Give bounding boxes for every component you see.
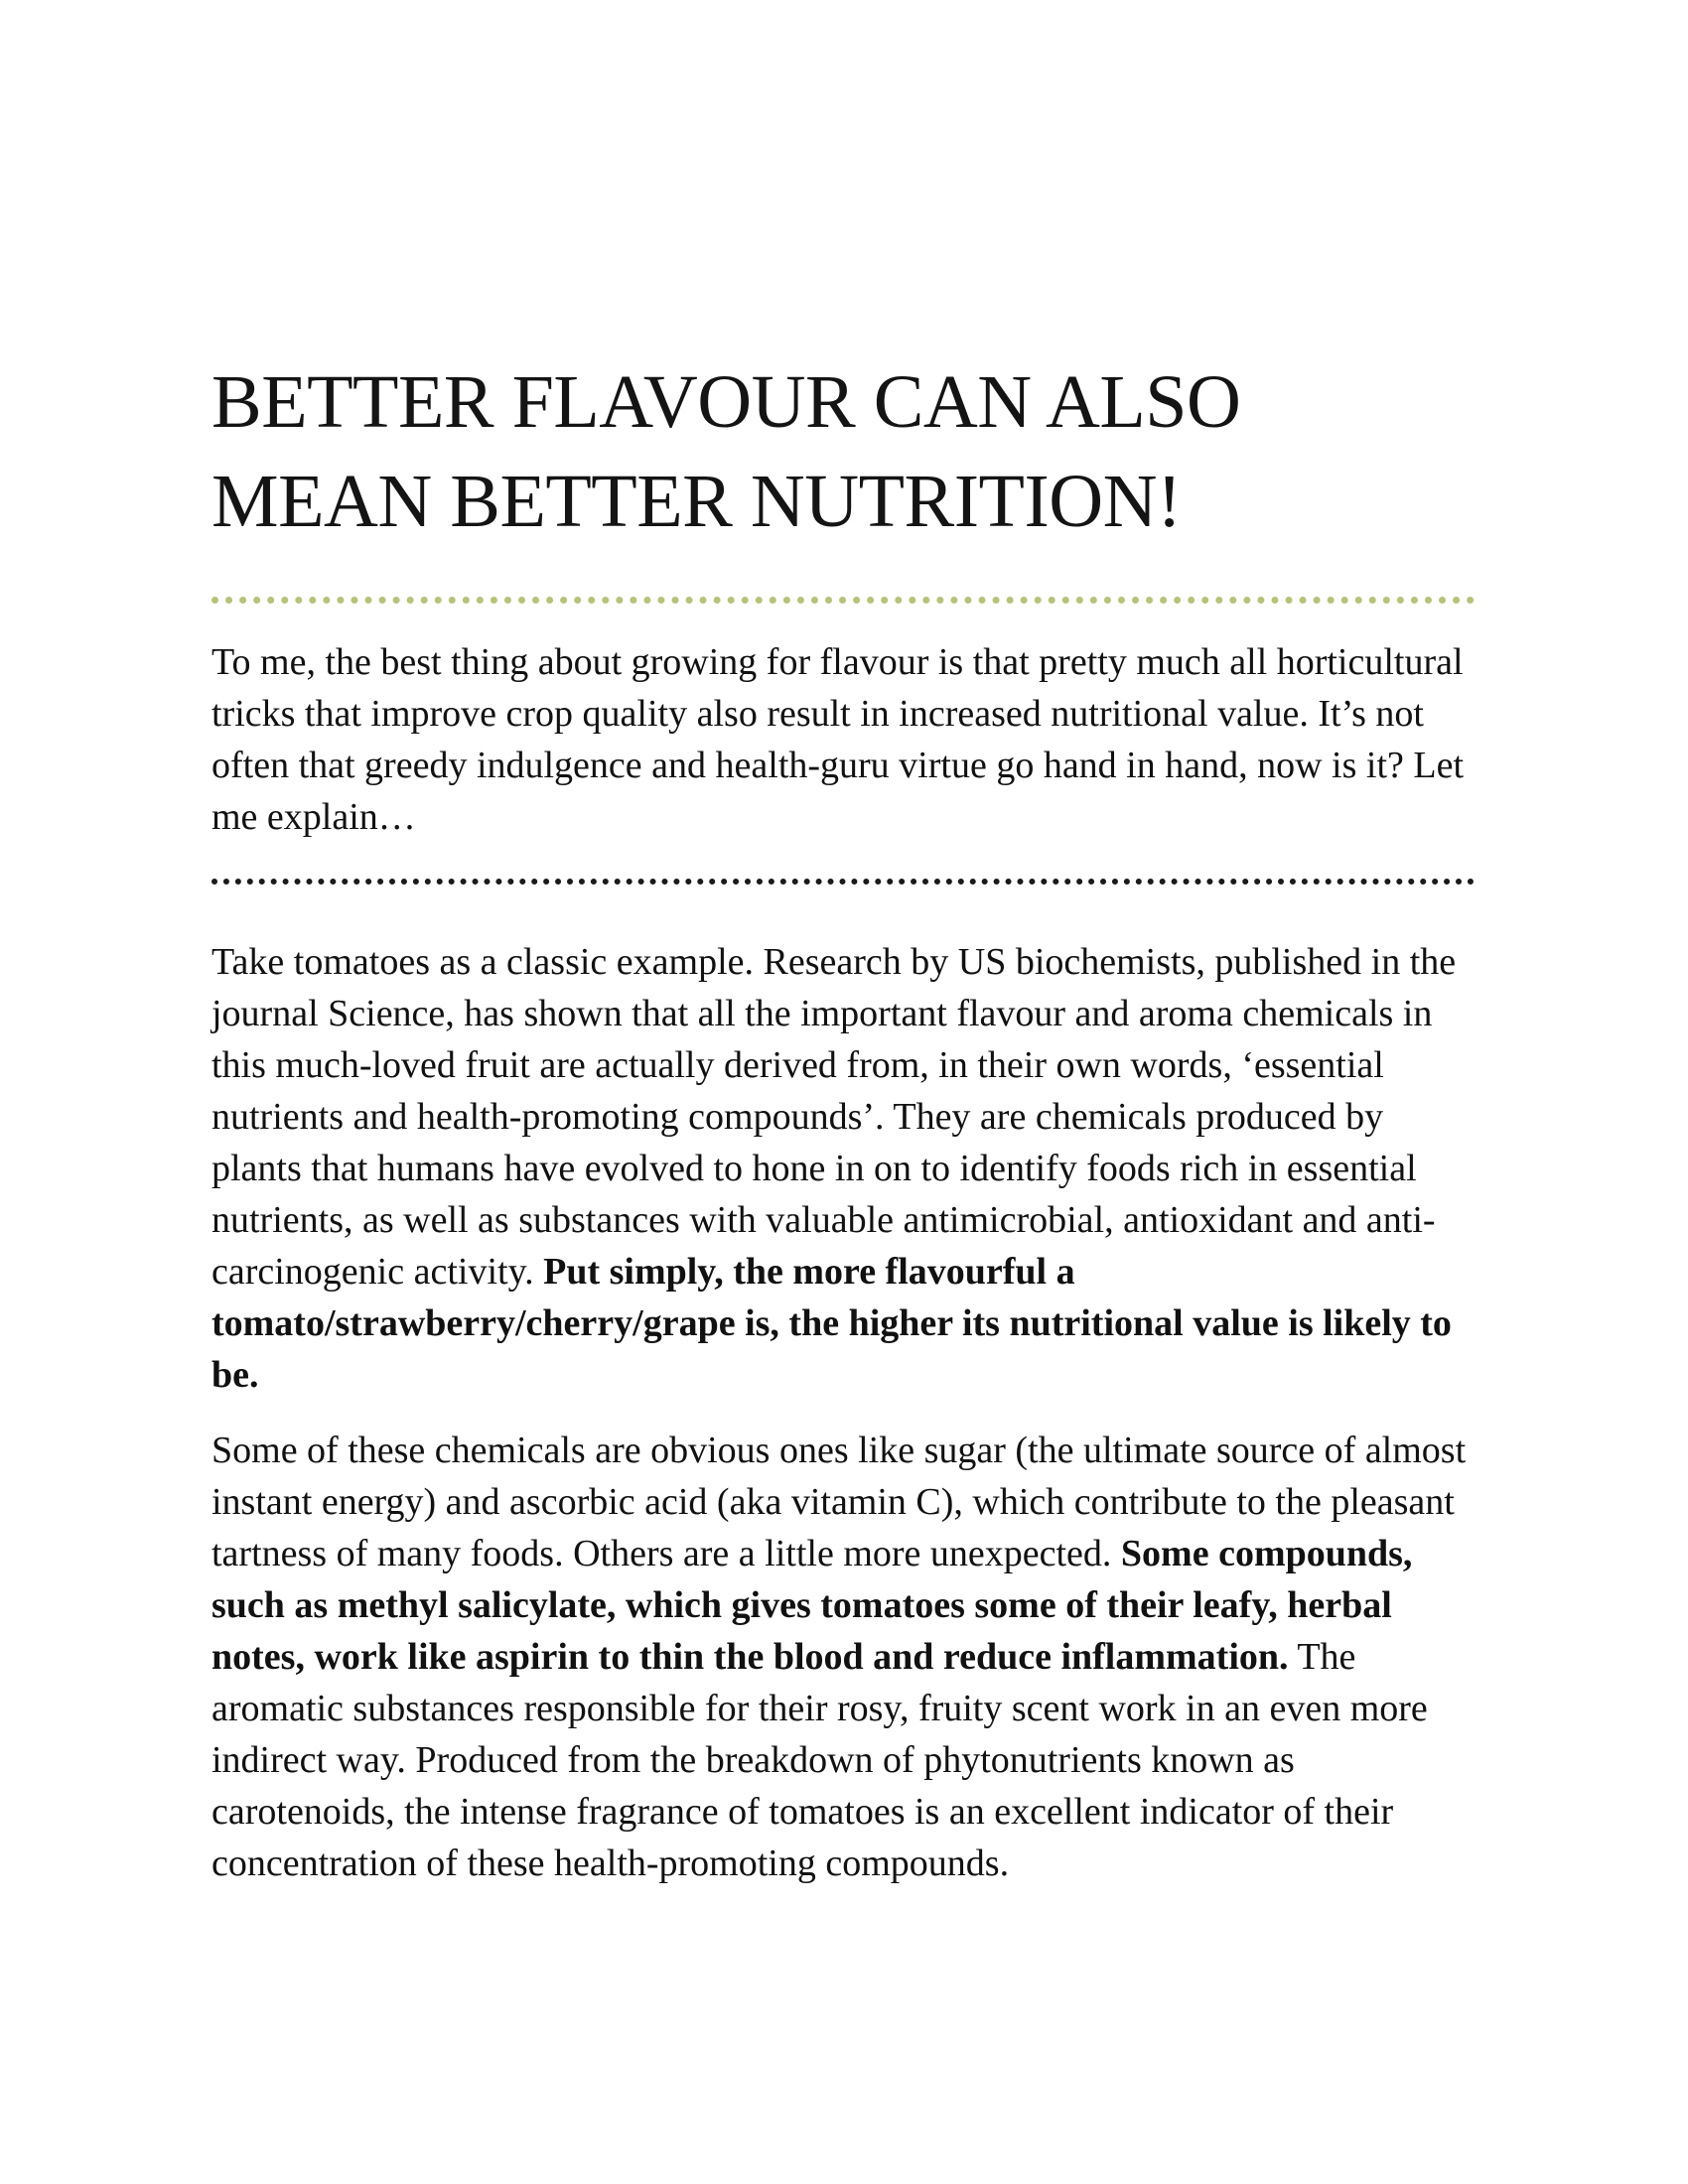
title-line-1: BETTER FLAVOUR CAN ALSO	[211, 360, 1241, 444]
paragraph-1-text: Take tomatoes as a classic example. Research by US biochemists, published in the journal Science, has shown that all the important flavour and aroma chemicals in this much-loved fruit are actually derived from, in their own words, ‘essential nutrients and health-promoting compounds’. They are chemicals produced by plants that humans have evolved to hone in on to identify foods rich in essential nutrients, as well as substances with valuable antimicrobial, antioxidant and anti-carcinogenic activity.	[211, 941, 1457, 1293]
body-paragraph-2	[211, 1425, 1475, 1889]
dotted-divider-accent	[211, 597, 1475, 604]
body-paragraph-1	[211, 936, 1475, 1401]
paragraph-2-text-after: The aromatic substances responsible for their rosy, fruity scent work in an even more indirect way. Produced from the breakdown of phytonutrients known as carotenoids, the intense fragrance of tomatoes is an excellent indicator of their concentration of these health-promoting compounds.	[211, 1636, 1428, 1884]
title-line-2: MEAN BETTER NUTRITION!	[211, 460, 1182, 543]
dotted-divider	[211, 879, 1475, 885]
paragraph-1-emphasis: Put simply, the more flavourful a tomato/strawberry/cherry/grape is, the higher its nutritional value is likely to be.	[211, 1251, 1452, 1396]
paragraph-2-emphasis: Some compounds, such as methyl salicylate, which gives tomatoes some of their leafy, herbal notes, work like aspirin to thin the blood and reduce inflammation.	[211, 1533, 1413, 1678]
page-title	[211, 352, 1475, 551]
document-page	[211, 352, 1475, 1889]
intro-paragraph: To me, the best thing about growing for flavour is that pretty much all horticultural tricks that improve crop quality also result in increased nutritional value. It’s not often that greedy indulgence and health-guru virtue go hand in hand, now is it? Let me explain…	[211, 641, 1465, 838]
paragraph-2-text-before: Some of these chemicals are obvious ones like sugar (the ultimate source of almost instant energy) and ascorbic acid (aka vitamin C), which contribute to the pleasant tartness of many foods. Others are a little more unexpected.	[211, 1430, 1467, 1574]
